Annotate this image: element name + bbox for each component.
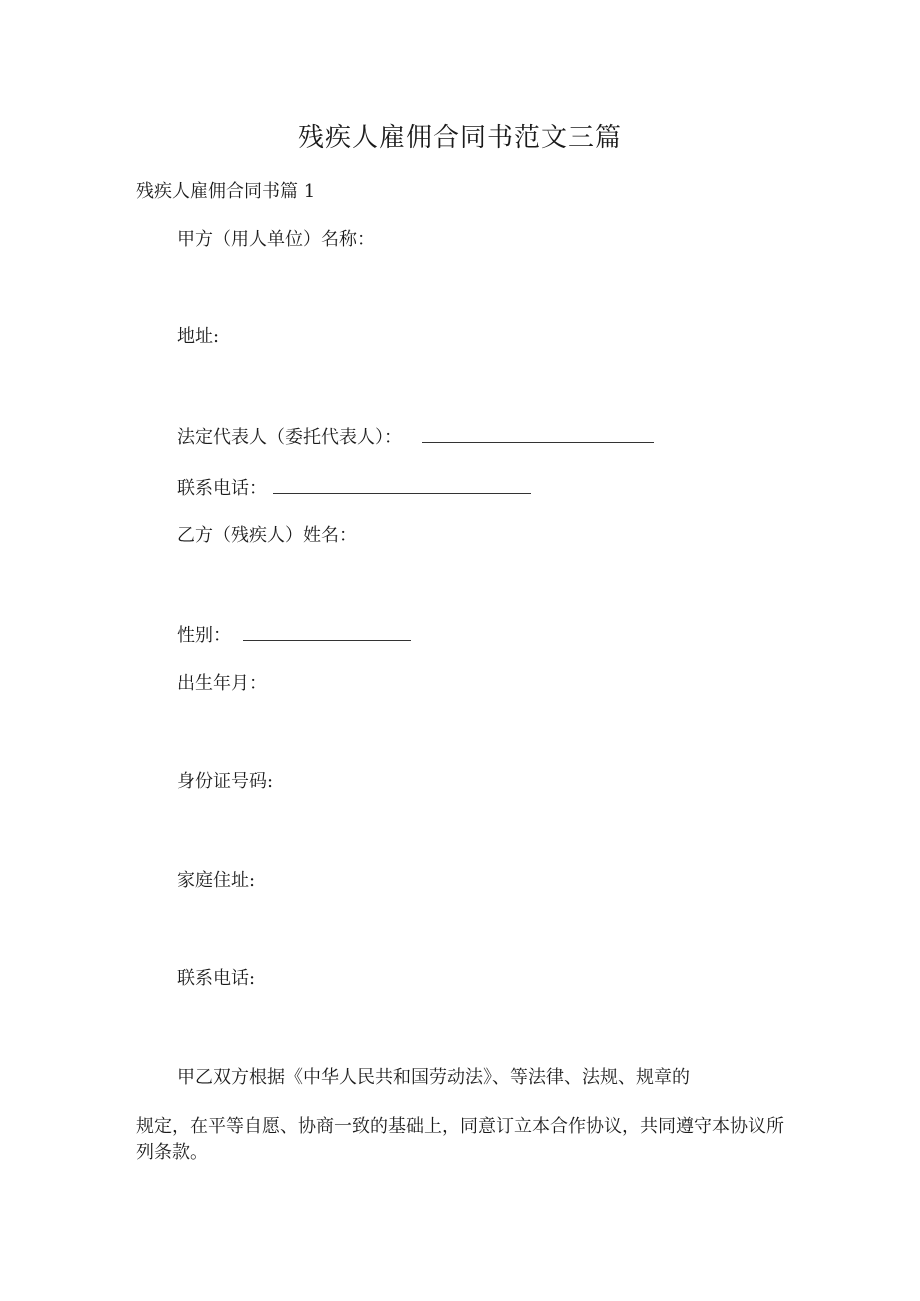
phone-a-blank[interactable]	[273, 475, 531, 494]
gender-label: 性别：	[177, 625, 231, 646]
phone-b-label: 联系电话:	[177, 968, 256, 989]
id-number-field	[177, 770, 273, 794]
phone-a-label: 联系电话：	[177, 478, 267, 499]
phone-a-field	[177, 475, 531, 501]
birth-field	[177, 672, 267, 696]
birth-label: 出生年月：	[177, 673, 267, 694]
party-a-name-field	[177, 228, 375, 252]
address-label: 地址:	[177, 326, 220, 347]
phone-b-field	[177, 967, 255, 991]
address-field	[177, 325, 219, 349]
party-a-name-label: 甲方（用人单位）名称：	[177, 229, 375, 250]
id-number-label: 身份证号码:	[177, 771, 274, 792]
legal-rep-blank[interactable]	[422, 424, 654, 443]
legal-rep-field	[177, 424, 654, 450]
intro-paragraph-line1: 甲乙双方根据《中华人民共和国劳动法》、等法律、法规、规章的	[177, 1067, 690, 1088]
gender-field	[177, 622, 411, 648]
legal-rep-label: 法定代表人（委托代表人）：	[177, 427, 402, 448]
home-address-label: 家庭住址:	[177, 870, 256, 891]
gender-blank[interactable]	[243, 622, 411, 641]
document-title: 残疾人雇佣合同书范文三篇	[297, 123, 622, 153]
section-heading: 残疾人雇佣合同书篇 1	[136, 181, 316, 202]
party-b-name-label: 乙方（残疾人）姓名：	[177, 525, 357, 546]
party-b-name-field	[177, 524, 357, 548]
intro-paragraph-line2: 规定，在平等自愿、协商一致的基础上，同意订立本合作协议，共同遵守本协议所列条款。	[136, 1116, 784, 1163]
home-address-field	[177, 869, 255, 893]
